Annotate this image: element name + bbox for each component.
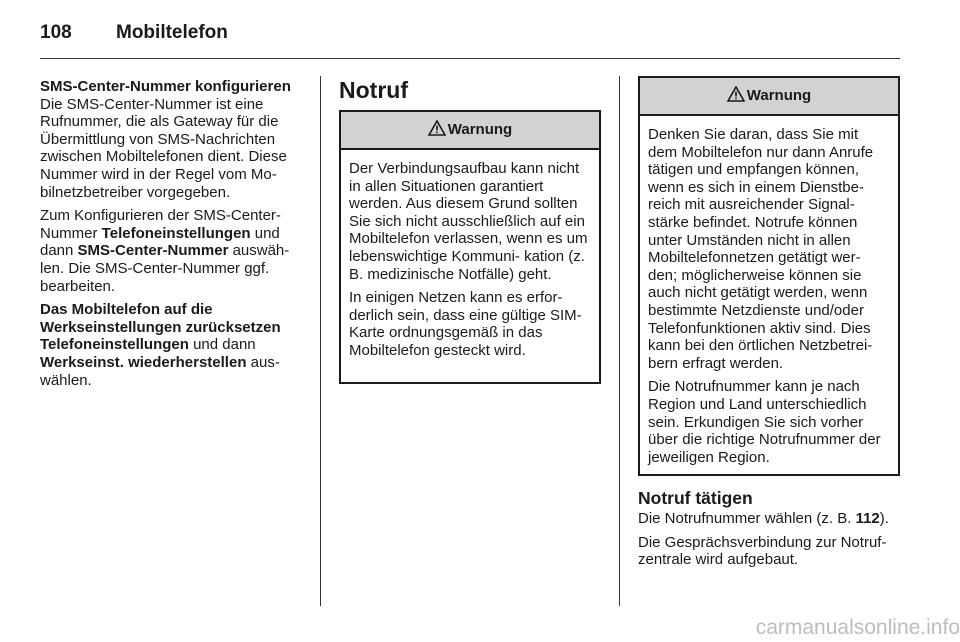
- config-menu-1: Telefoneinstellungen: [101, 224, 251, 242]
- sms-heading: SMS-Center-Nummer konfigurieren: [40, 78, 291, 95]
- middle-column: [339, 76, 601, 104]
- sms-section: [40, 78, 306, 201]
- warning-header: [640, 78, 898, 116]
- call-heading: Notruf tätigen: [638, 488, 753, 508]
- warning-triangle-icon: [727, 86, 745, 102]
- warning-text-1: Denken Sie daran, dass Sie mit dem Mobiltelefon nur dann Anrufe tätigen und empfangen können, wenn es sich in einem Dienstbe- reich mit ausreichender Signal- stärke befindet. Notrufe können unter Umständen nicht in allen Mobiltelefonnetzen getätigt wer- den; möglicherweise können sie auch nicht getätigt werden, wenn bestimmte Netzdienste und/oder Telefonfunktionen aktiv sind. Dies kann bei den örtlichen Netzbetrei- bern erfragt werden.: [648, 126, 874, 372]
- column-divider-left: [320, 76, 321, 606]
- watermark: carmanualsonline.info: [755, 616, 960, 639]
- call-text-1c: ).: [879, 510, 889, 527]
- config-text-1: Zum Konfigurieren der SMS-Center- Nummer: [40, 207, 281, 242]
- sms-text: Die SMS-Center-Nummer ist eine Rufnummer, die als Gateway für die Übermittlung von SMS-Nachrichten zwischen Mobiltelefonen dient. Diese Nummer wird in der Regel vom Mo- bilnetzbetreiber vorgegeben.: [40, 95, 287, 201]
- warning-header: [341, 112, 599, 150]
- warning-text-2: In einigen Netzen kann es erfor- derlich sein, dass eine gültige SIM-Karte ordnungsgemäß in das Mobiltelefon gesteckt wird.: [349, 289, 582, 359]
- warning-text-1: Der Verbindungsaufbau kann nicht in allen Situationen garantiert werden. Aus diesem Grund sollten Sie sich nicht ausschließlich auf ein Mobiltelefon verlassen, wenn es um lebenswichtige Kommuni- kation (z. B. medizinische Notfälle) geht.: [349, 160, 588, 283]
- config-text-2: und dann: [40, 224, 280, 260]
- page-header: [40, 18, 900, 59]
- reset-section: [40, 301, 306, 389]
- reset-menu-2: Werkseinst. wiederherstellen: [40, 353, 247, 371]
- warning-triangle-icon: [428, 120, 446, 136]
- config-text-3: auswäh- len. Die SMS-Center-Nummer ggf. bearbeiten.: [40, 242, 290, 295]
- notruf-heading: Notruf: [339, 77, 408, 103]
- warning-box-middle: [339, 110, 601, 384]
- page-title: Mobiltelefon: [116, 22, 228, 43]
- config-menu-2: SMS-Center-Nummer: [77, 242, 229, 260]
- warning-box-right: [638, 76, 900, 476]
- warning-body: [640, 116, 898, 480]
- config-paragraph: [40, 207, 306, 295]
- warning-label: Warnung: [746, 87, 812, 104]
- call-text-2: Die Gesprächsverbindung zur Notruf- zentrale wird aufgebaut.: [638, 533, 887, 569]
- warning-text-2: Die Notrufnummer kann je nach Region und Land unterschiedlich sein. Erkundigen Sie sich vorher über die richtige Notrufnummer der jeweiligen Region.: [648, 378, 881, 466]
- reset-text-2: aus- wählen.: [40, 353, 280, 389]
- reset-menu-1: Telefoneinstellungen: [40, 336, 189, 354]
- left-column: [40, 78, 306, 395]
- column-divider-right: [619, 76, 620, 606]
- warning-body: [341, 150, 599, 374]
- reset-heading: Das Mobiltelefon auf die Werkseinstellungen zurücksetzen: [40, 301, 281, 336]
- warning-label: Warnung: [447, 121, 513, 138]
- call-section: [638, 488, 908, 575]
- emergency-number: 112: [855, 510, 880, 527]
- call-text-1: [638, 510, 908, 528]
- reset-text-1: und dann: [188, 336, 256, 354]
- call-text-1a: Die Notrufnummer wählen (z. B.: [638, 510, 856, 527]
- page-number: 108: [40, 22, 72, 43]
